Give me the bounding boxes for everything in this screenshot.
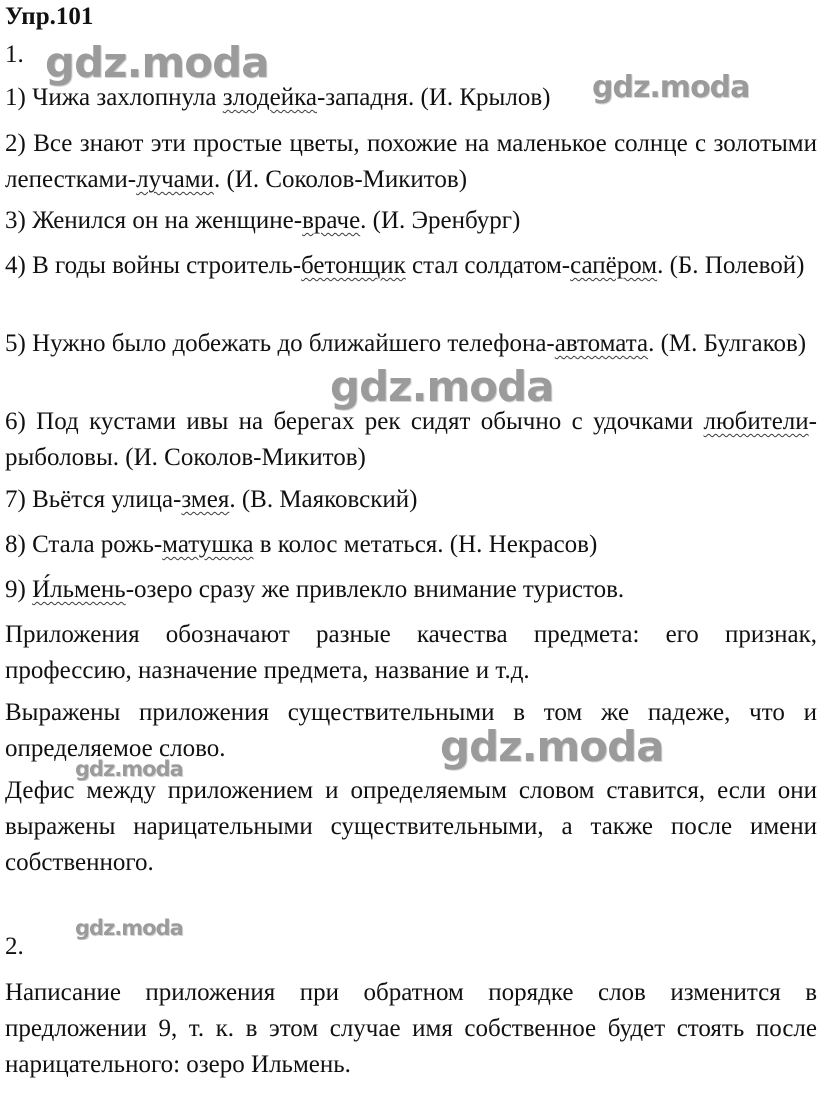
underlined-word: враче (302, 207, 361, 234)
underlined-word: любители (703, 408, 809, 435)
sentence-6 (5, 404, 817, 476)
sentence-text: 6) Под кустами ивы на берегах рек сидят обычно с удочками (5, 408, 704, 435)
sentence-text: 9) (5, 576, 33, 603)
sentence-5 (5, 326, 817, 362)
sentence-text: 5) Нужно было добежать до ближайшего телефона- (5, 330, 555, 357)
sentence-9 (5, 572, 817, 608)
sentence-2 (5, 126, 817, 198)
sentence-3 (5, 203, 817, 239)
sentence-4 (5, 248, 817, 284)
underlined-word: матушка (162, 531, 254, 558)
underlined-word: змея (181, 486, 230, 513)
sentence-text: . (Б. Полевой) (657, 252, 805, 279)
watermark: gdz.moda (592, 70, 750, 105)
sentence-text: -западня. (И. Крылов) (316, 84, 551, 111)
sentence-text: -озеро сразу же привлекло внимание туристов. (125, 576, 625, 603)
sentence-text: в колос метаться. (Н. Некрасов) (253, 531, 598, 558)
part2-answer: Написание приложения при обратном порядке слов изменится в предложении 9, т. к. в этом случае имя собственное будет стоять после нарицательного: озеро Ильмень. (5, 979, 817, 1078)
watermark: gdz.moda (330, 362, 554, 411)
underlined-word: И́льмень (32, 576, 126, 603)
underlined-word: лучами (136, 166, 214, 193)
watermark: gdz.moda (440, 722, 664, 771)
sentence-text: стал солдатом- (405, 252, 571, 279)
watermark: gdz.moda (45, 38, 269, 87)
explanation-3: Дефис между приложением и определяемым словом ставится, если они выражены нарицательными существительными, а также после имени собственного. (5, 777, 817, 876)
explanation-2: Выражены приложения существительными в том же падеже, что и определяемое слово. (5, 699, 817, 762)
part2-number: 2. (5, 933, 24, 960)
sentence-text: -рыболовы. (И. Соколов-Микитов) (5, 408, 817, 471)
sentence-text: 2) Все знают эти простые цветы, похожие на маленькое солнце с золотыми лепестками- (5, 130, 817, 193)
part1-number: 1. (5, 41, 24, 68)
watermark: gdz.moda (75, 757, 183, 781)
sentence-7 (5, 482, 817, 518)
sentence-1 (5, 80, 817, 116)
sentence-text: . (И. Эренбург) (360, 207, 521, 234)
watermark: gdz.moda (75, 916, 183, 940)
sentence-text: . (В. Маяковский) (229, 486, 418, 513)
sentence-text: 1) Чижа захлопнула (5, 84, 223, 111)
sentence-text: 7) Вьётся улица- (5, 486, 182, 513)
underlined-word: сапёром (570, 252, 658, 279)
exercise-title: Упр.101 (5, 3, 94, 30)
underlined-word: злодейка (222, 84, 317, 111)
sentence-text: . (И. Соколов-Микитов) (213, 166, 468, 193)
sentence-text: 8) Стала рожь- (5, 531, 163, 558)
sentence-text: . (М. Булгаков) (648, 330, 807, 357)
explanation-1: Приложения обозначают разные качества предмета: его признак, профессию, назначение предмета, название и т.д. (5, 621, 817, 684)
sentence-text: 3) Женился он на женщине- (5, 207, 303, 234)
underlined-word: бетонщик (301, 252, 406, 279)
sentence-8 (5, 527, 817, 563)
sentence-text: 4) В годы войны строитель- (5, 252, 302, 279)
underlined-word: автомата (554, 330, 649, 357)
